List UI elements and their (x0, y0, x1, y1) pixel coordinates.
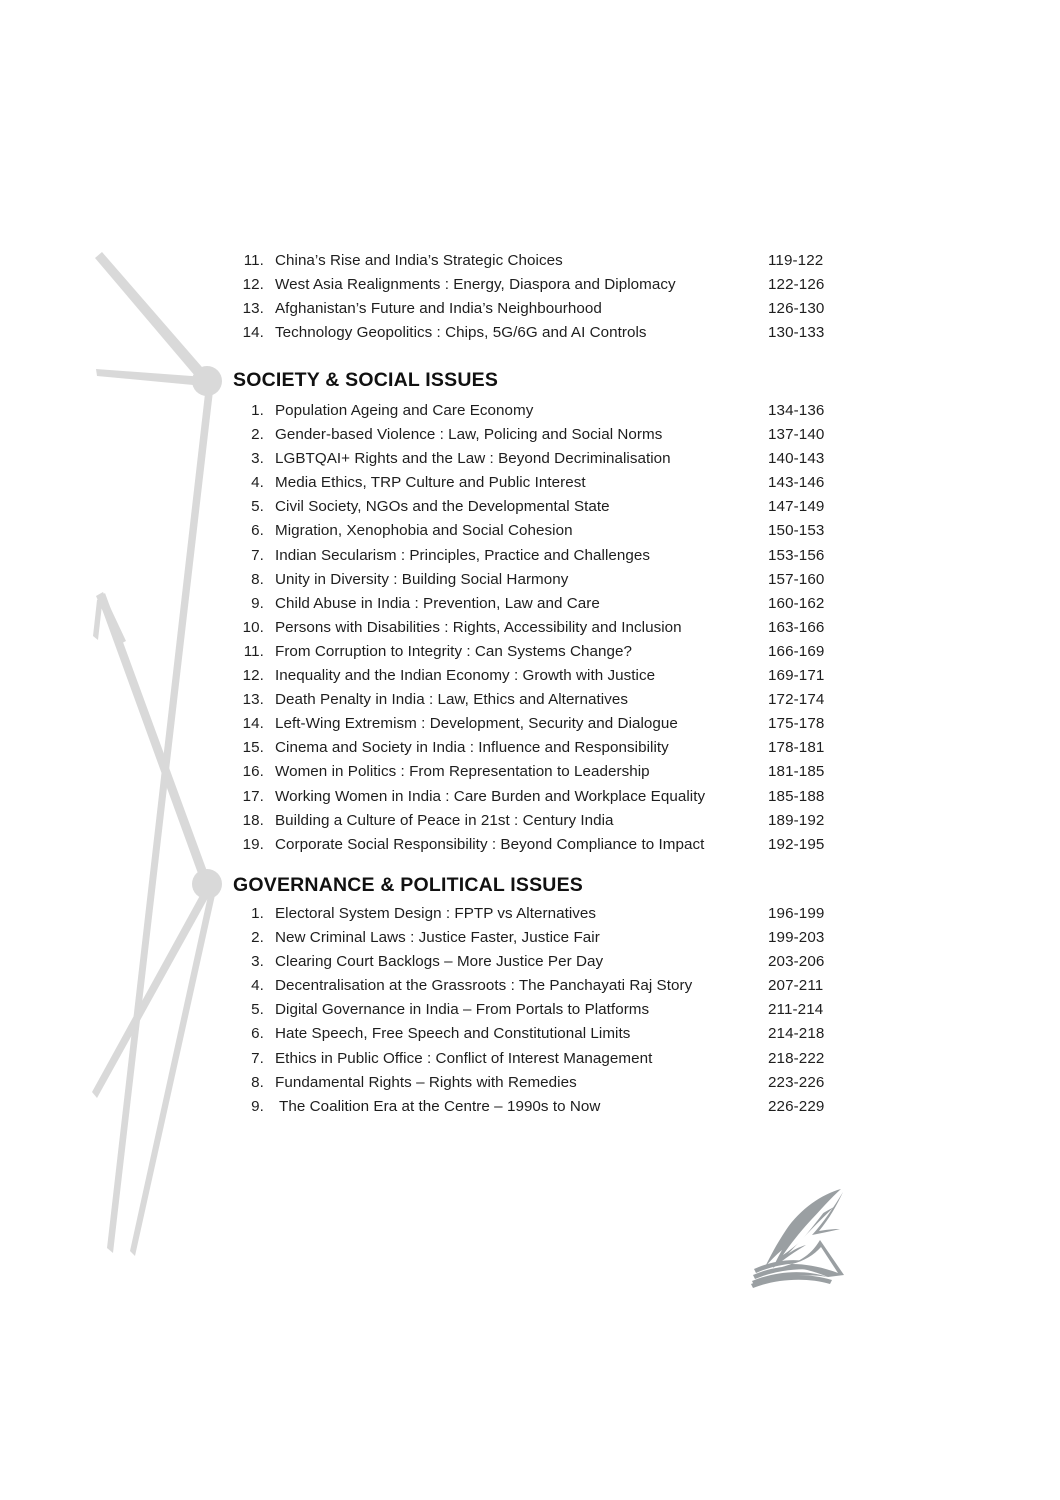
entry-pages: 214-218 (768, 1025, 825, 1043)
list-item[interactable] (228, 297, 860, 321)
entry-list (228, 902, 860, 1119)
entry-pages: 178-181 (768, 739, 825, 757)
entry-pages: 223-226 (768, 1073, 825, 1091)
entry-pages: 207-211 (768, 977, 824, 995)
entry-number: 7. (251, 546, 264, 564)
entry-title: Civil Society, NGOs and the Developmental State (275, 498, 610, 516)
entry-pages: 126-130 (768, 300, 825, 318)
entry-title: West Asia Realignments : Energy, Diaspora and Diplomacy (275, 276, 676, 294)
list-item[interactable] (228, 495, 860, 519)
entry-number: 11. (243, 642, 264, 660)
entry-pages: 130-133 (768, 324, 825, 342)
entry-number: 15. (242, 739, 264, 757)
entry-title: Death Penalty in India : Law, Ethics and Alternatives (275, 691, 629, 709)
entry-pages: 172-174 (768, 691, 825, 709)
list-item[interactable] (228, 998, 860, 1022)
entry-pages: 175-178 (768, 715, 825, 733)
list-item[interactable] (228, 544, 860, 568)
entry-number: 8. (251, 570, 264, 588)
entry-pages: 150-153 (768, 522, 825, 540)
book-base (751, 1275, 832, 1288)
entry-title: Persons with Disabilities : Rights, Accessibility and Inclusion (275, 618, 682, 636)
entry-pages: 218-222 (768, 1049, 825, 1067)
entry-pages: 189-192 (768, 811, 825, 829)
list-item[interactable] (228, 423, 860, 447)
quill-book-logo (748, 1185, 868, 1297)
entry-number: 2. (251, 426, 264, 444)
entry-pages: 166-169 (768, 642, 825, 660)
network-line (130, 891, 215, 1256)
entry-number: 6. (251, 522, 264, 540)
network-node (192, 869, 222, 899)
entry-number: 1. (251, 905, 264, 922)
entry-title: Indian Secularism : Principles, Practice and Challenges (275, 546, 651, 564)
entry-pages: 122-126 (768, 276, 825, 294)
entry-number: 9. (251, 1097, 264, 1115)
entry-number: 14. (242, 715, 264, 733)
network-line (93, 596, 103, 640)
entry-title: Left-Wing Extremism : Development, Security and Dialogue (275, 715, 678, 733)
list-item[interactable] (228, 321, 860, 345)
section-heading-governance: GOVERNANCE & POLITICAL ISSUES (233, 874, 583, 896)
entry-title: Electoral System Design : FPTP vs Alternatives (275, 905, 597, 922)
entry-title: Cinema and Society in India : Influence and Responsibility (275, 739, 669, 757)
entry-pages: 211-214 (768, 1001, 824, 1019)
entry-title: Digital Governance in India – From Portals to Platforms (275, 1001, 650, 1019)
entry-number: 12. (242, 667, 264, 685)
entry-number: 1. (251, 402, 264, 419)
network-line (107, 385, 213, 1253)
entry-number: 8. (251, 1073, 264, 1091)
list-item[interactable] (228, 399, 860, 423)
entry-number: 16. (242, 763, 264, 781)
entry-number: 10. (242, 618, 264, 636)
network-line (98, 593, 208, 879)
entry-number: 4. (251, 977, 264, 995)
list-item[interactable] (228, 760, 860, 784)
entry-title: Afghanistan’s Future and India’s Neighbourhood (275, 300, 602, 318)
list-item[interactable] (228, 688, 860, 712)
toc-section-governance-political-issues (228, 902, 860, 1119)
entry-pages: 203-206 (768, 953, 825, 971)
entry-title: China’s Rise and India’s Strategic Choices (275, 252, 563, 269)
entry-number: 18. (242, 811, 264, 829)
list-item[interactable] (228, 1071, 860, 1095)
list-item[interactable] (228, 1095, 860, 1119)
entry-list (228, 399, 860, 857)
entry-pages: 181-185 (768, 763, 825, 781)
entry-title: Inequality and the Indian Economy : Growth with Justice (275, 667, 656, 685)
list-item[interactable] (228, 640, 860, 664)
entry-title: The Coalition Era at the Centre – 1990s to Now (279, 1097, 601, 1115)
entry-pages: 157-160 (768, 570, 825, 588)
entry-title: Hate Speech, Free Speech and Constitutional Limits (275, 1025, 631, 1043)
list-item[interactable] (228, 568, 860, 592)
list-item[interactable] (228, 471, 860, 495)
entry-pages: 147-149 (768, 498, 825, 516)
entry-pages: 119-122 (768, 252, 824, 269)
list-item[interactable] (228, 249, 860, 273)
entry-pages: 153-156 (768, 546, 825, 564)
entry-title: Unity in Diversity : Building Social Harmony (275, 570, 569, 588)
section-heading-society: SOCIETY & SOCIAL ISSUES (233, 369, 499, 391)
entry-title: Population Ageing and Care Economy (275, 402, 534, 419)
entry-number: 17. (242, 787, 264, 805)
entry-number: 2. (251, 929, 264, 947)
entry-title: Technology Geopolitics : Chips, 5G/6G and AI Controls (275, 324, 647, 342)
entry-pages: 160-162 (768, 594, 825, 612)
entry-pages: 199-203 (768, 929, 825, 947)
list-item[interactable] (228, 273, 860, 297)
entry-number: 3. (251, 450, 264, 468)
list-item[interactable] (228, 926, 860, 950)
list-item[interactable] (228, 950, 860, 974)
entry-title: Working Women in India : Care Burden and Workplace Equality (275, 787, 706, 805)
entry-pages: 192-195 (768, 835, 825, 853)
list-item[interactable] (228, 616, 860, 640)
entry-number: 9. (251, 594, 264, 612)
toc-section-society-social-issues (228, 399, 860, 857)
entry-number: 3. (251, 953, 264, 971)
entry-title: Building a Culture of Peace in 21st : Century India (275, 811, 614, 829)
entry-number: 4. (251, 474, 264, 492)
entry-pages: 140-143 (768, 450, 825, 468)
entry-title: Migration, Xenophobia and Social Cohesion (275, 522, 573, 540)
entry-number: 6. (251, 1025, 264, 1043)
entry-title: Corporate Social Responsibility : Beyond Compliance to Impact (275, 835, 705, 853)
entry-title: Women in Politics : From Representation to Leadership (275, 763, 650, 781)
entry-title: Clearing Court Backlogs – More Justice Per Day (275, 953, 604, 971)
list-item[interactable] (228, 974, 860, 998)
network-line (95, 252, 208, 383)
network-line (96, 369, 205, 386)
list-item[interactable] (228, 833, 860, 857)
entry-title: Fundamental Rights – Rights with Remedies (275, 1073, 577, 1091)
entry-pages: 169-171 (768, 667, 825, 685)
entry-title: From Corruption to Integrity : Can Systems Change? (275, 642, 633, 660)
network-node (192, 366, 222, 396)
entry-pages: 163-166 (768, 618, 825, 636)
entry-number: 13. (242, 691, 264, 709)
list-item[interactable] (228, 1022, 860, 1046)
entry-pages: 196-199 (768, 905, 825, 922)
entry-pages: 185-188 (768, 787, 825, 805)
entry-title: Gender-based Violence : Law, Policing and Social Norms (275, 426, 663, 444)
list-item[interactable] (228, 902, 860, 926)
entry-title: Child Abuse in India : Prevention, Law and Care (275, 594, 600, 612)
entry-title: New Criminal Laws : Justice Faster, Justice Fair (275, 929, 600, 947)
entry-title: Media Ethics, TRP Culture and Public Interest (275, 474, 586, 492)
list-item[interactable] (228, 712, 860, 736)
list-item[interactable] (228, 664, 860, 688)
entry-number: 5. (251, 1001, 264, 1019)
list-item[interactable] (228, 809, 860, 833)
entry-number: 11. (243, 252, 264, 269)
entry-pages: 226-229 (768, 1097, 825, 1115)
list-item[interactable] (228, 519, 860, 543)
network-line (96, 592, 126, 645)
list-item[interactable] (228, 447, 860, 471)
entry-title: Ethics in Public Office : Conflict of Interest Management (275, 1049, 653, 1067)
entry-number: 13. (242, 300, 264, 318)
entry-number: 14. (242, 324, 264, 342)
network-line (92, 890, 209, 1098)
entry-number: 12. (242, 276, 264, 294)
entry-pages: 134-136 (768, 402, 825, 419)
list-item[interactable] (228, 592, 860, 616)
entry-number: 5. (251, 498, 264, 516)
list-item[interactable] (228, 736, 860, 760)
entry-title: Decentralisation at the Grassroots : The Panchayati Raj Story (275, 977, 693, 995)
entry-pages: 137-140 (768, 426, 825, 444)
entry-pages: 143-146 (768, 474, 825, 492)
entry-number: 7. (251, 1049, 264, 1067)
entry-title: LGBTQAI+ Rights and the Law : Beyond Decriminalisation (275, 450, 671, 468)
entry-number: 19. (242, 835, 264, 853)
entry-list (228, 249, 860, 345)
list-item[interactable] (228, 785, 860, 809)
list-item[interactable] (228, 1047, 860, 1071)
toc-section-geopolitics-continued (228, 249, 860, 345)
